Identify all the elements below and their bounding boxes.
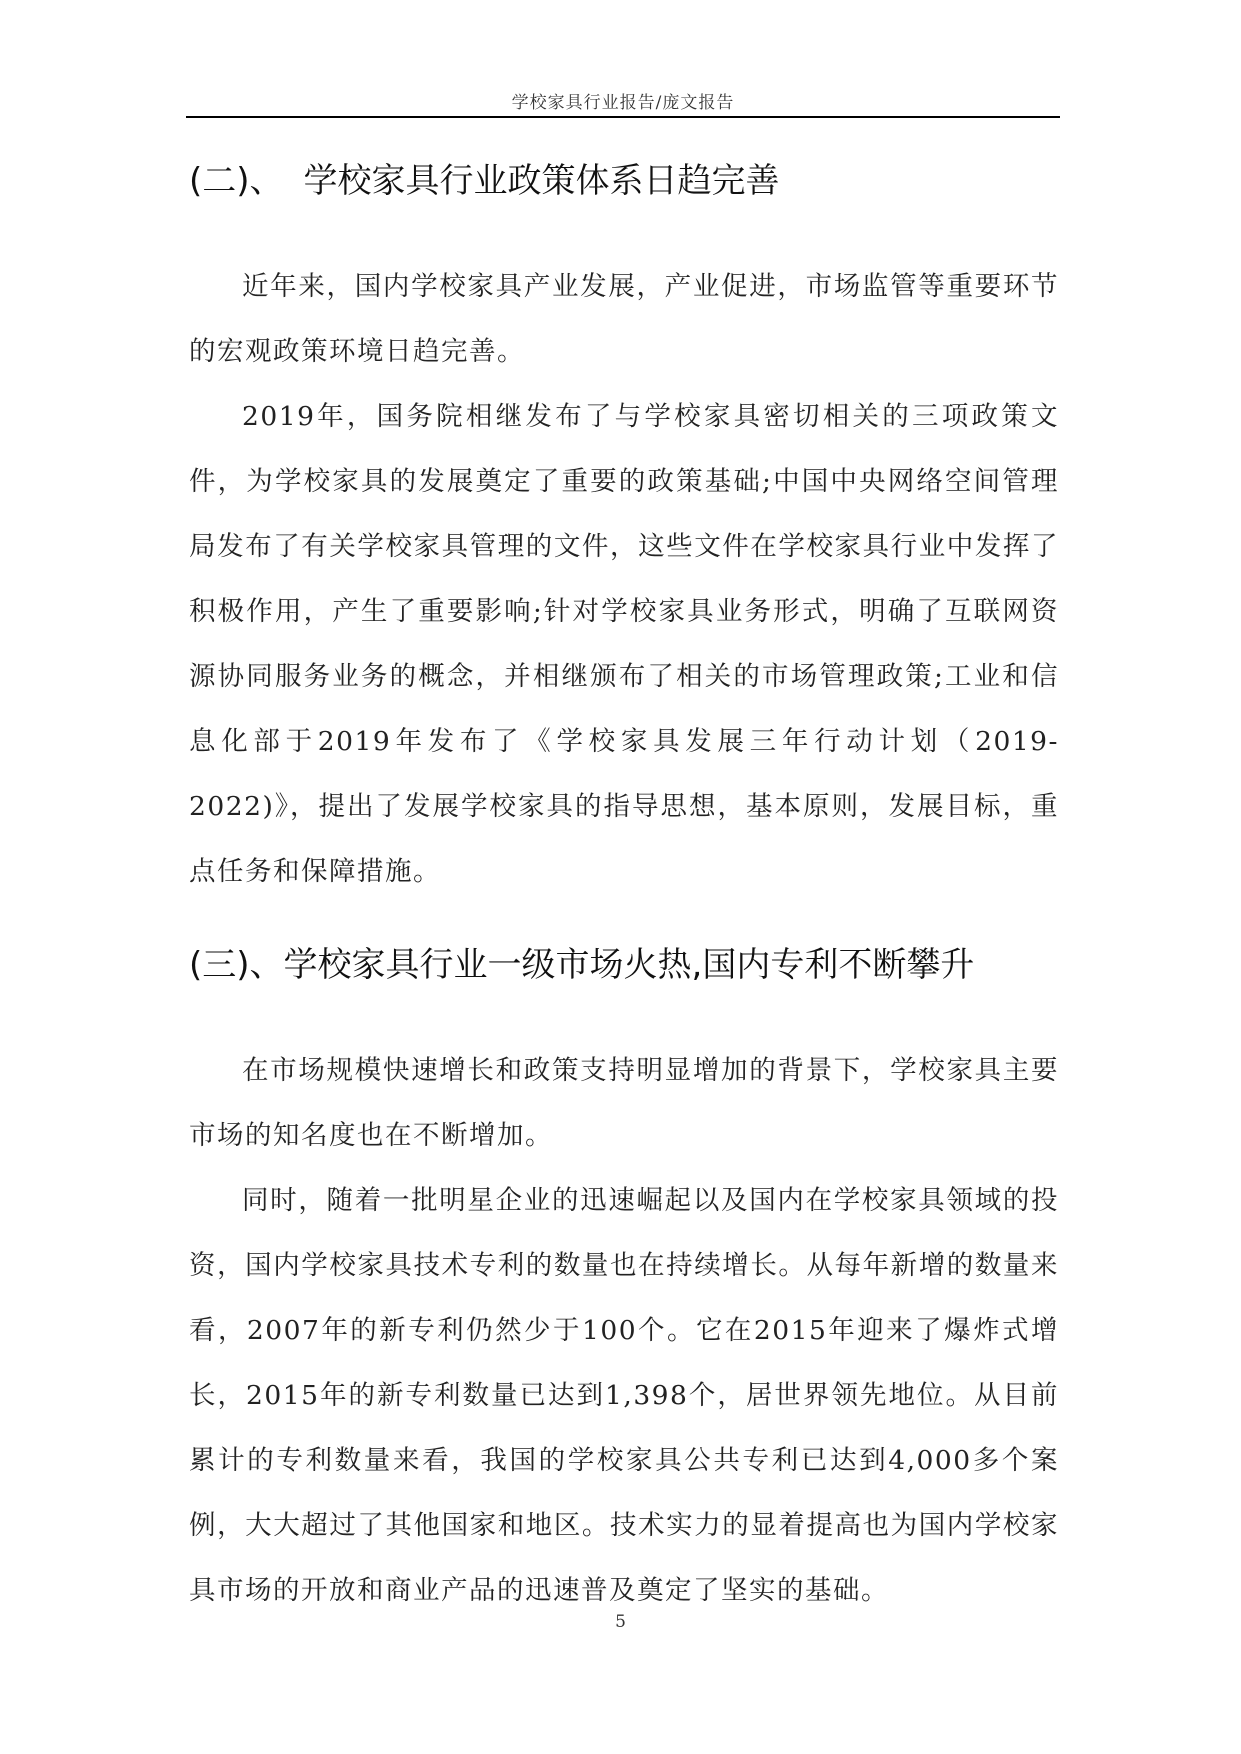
paragraph: 近年来，国内学校家具产业发展，产业促进，市场监管等重要环节的宏观政策环境日趋完善。 (189, 271, 1059, 367)
section-number: (三)、 (189, 945, 284, 985)
section-number: (二)、 (189, 161, 284, 201)
page-number: 5 (615, 1612, 626, 1632)
section-heading-3 (189, 932, 1059, 998)
document-body (189, 148, 1059, 1623)
paragraph: 同时，随着一批明星企业的迅速崛起以及国内在学校家具领域的投资，国内学校家具技术专利的数量也在持续增长。从每年新增的数量来看，2007年的新专利仍然少于100个。它在2015年迎来了爆炸式增长，2015年的新专利数量已达到1,398个，居世界领先地位。从目前累计的专利数量来看，我国的学校家具公共专利已达到4,000多个案例，大大超过了其他国家和地区。技术实力的显着提高也为国内学校家具市场的开放和商业产品的迅速普及奠定了坚实的基础。 (189, 1185, 1059, 1606)
page-header: 学校家具行业报告/庞文报告 (511, 93, 735, 113)
section-title: 学校家具行业一级市场火热,国内专利不断攀升 (283, 945, 975, 985)
section-heading-2 (189, 148, 1059, 214)
paragraph: 在市场规模快速增长和政策支持明显增加的背景下，学校家具主要市场的知名度也在不断增加。 (189, 1055, 1059, 1151)
header-divider (186, 116, 1060, 118)
section-title: 学校家具行业政策体系日趋完善 (303, 161, 780, 201)
paragraph: 2019年，国务院相继发布了与学校家具密切相关的三项政策文件，为学校家具的发展奠定了重要的政策基础;中国中央网络空间管理局发布了有关学校家具管理的文件，这些文件在学校家具行业中发挥了积极作用，产生了重要影响;针对学校家具业务形式，明确了互联网资源协同服务业务的概念，并相继颁布了相关的市场管理政策;工业和信息化部于2019年发布了《学校家具发展三年行动计划（2019-2022)》，提出了发展学校家具的指导思想，基本原则，发展目标，重点任务和保障措施。 (189, 401, 1059, 887)
